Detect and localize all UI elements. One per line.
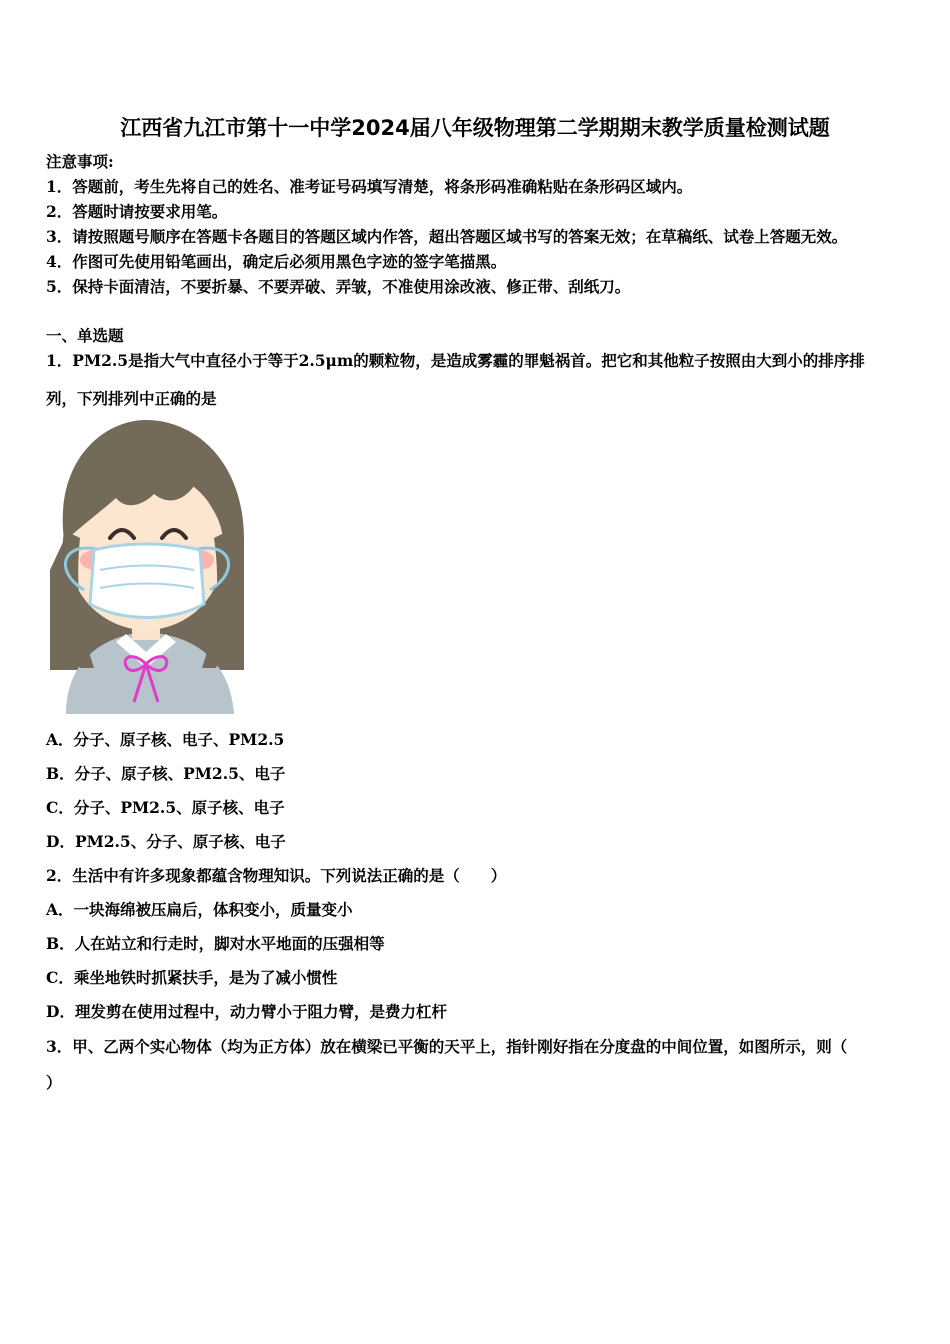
question-2-stem: 2．生活中有许多现象都蕴含物理知识。下列说法正确的是（ ）	[46, 866, 507, 885]
section-heading: 一、单选题	[46, 326, 124, 345]
notice-item: 1．答题前，考生先将自己的姓名、准考证号码填写清楚，将条形码准确粘贴在条形码区域内。	[46, 177, 693, 196]
question-3-stem: 3．甲、乙两个实心物体（均为正方体）放在横梁已平衡的天平上，指针刚好指在分度盘的中间位置，如图所示，则（	[46, 1037, 848, 1056]
question-1-stem-cont: 列，下列排列中正确的是	[46, 389, 217, 408]
girl-with-mask-illustration	[44, 420, 248, 714]
question-3-stem-cont: ）	[46, 1073, 62, 1092]
question-1-stem: 1．PM2.5是指大气中直径小于等于2.5μm的颗粒物，是造成雾霾的罪魁祸首。把它和其他粒子按照由大到小的排序排	[46, 351, 865, 370]
question-2-option-b: B．人在站立和行走时，脚对水平地面的压强相等	[46, 934, 385, 953]
notice-item: 3．请按照题号顺序在答题卡各题目的答题区域内作答，超出答题区域书写的答案无效；在草稿纸、试卷上答题无效。	[46, 227, 848, 246]
question-2-option-c: C．乘坐地铁时抓紧扶手，是为了减小惯性	[46, 968, 338, 987]
notice-item: 5．保持卡面清洁，不要折暴、不要弄破、弄皱，不准使用涂改液、修正带、刮纸刀。	[46, 277, 631, 296]
notice-item: 2．答题时请按要求用笔。	[46, 202, 228, 221]
question-2-option-a: A．一块海绵被压扁后，体积变小，质量变小	[46, 900, 353, 919]
question-1-option-b: B．分子、原子核、PM2.5、电子	[46, 764, 286, 783]
notice-item: 4．作图可先使用铅笔画出，确定后必须用黑色字迹的签字笔描黑。	[46, 252, 507, 271]
question-1-option-c: C．分子、PM2.5、原子核、电子	[46, 798, 285, 817]
question-1-option-d: D．PM2.5、分子、原子核、电子	[46, 832, 286, 851]
notice-heading: 注意事项:	[46, 152, 114, 171]
question-1-option-a: A．分子、原子核、电子、PM2.5	[46, 730, 285, 749]
girl-with-mask-icon	[44, 420, 248, 714]
question-2-option-d: D．理发剪在使用过程中，动力臂小于阻力臂，是费力杠杆	[46, 1002, 447, 1021]
page-title: 江西省九江市第十一中学2024届八年级物理第二学期期末教学质量检测试题	[120, 116, 830, 140]
